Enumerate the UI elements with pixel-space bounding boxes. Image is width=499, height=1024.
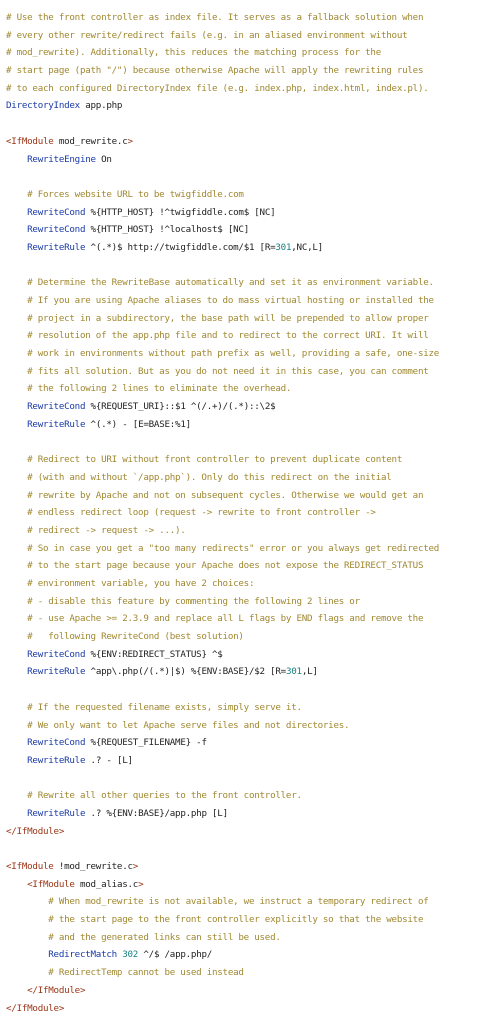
code-token-plain-text: %{HTTP_HOST} !^twigfiddle.com$ [NC]: [85, 206, 276, 218]
code-token-comment: # When mod_rewrite is not available, we instruct a temporary redirect of: [48, 896, 429, 908]
code-line: [6, 257, 499, 275]
code-line: [6, 186, 499, 204]
code-line: [6, 434, 499, 452]
code-line: [6, 9, 499, 27]
code-token-tag: >: [132, 861, 139, 872]
code-token-plain-text: [6, 454, 27, 465]
code-line: [6, 504, 499, 522]
code-token-directive: RewriteCond: [27, 224, 86, 236]
code-token-comment: # RedirectTemp cannot be used instead: [48, 967, 244, 979]
code-token-plain-text: [6, 295, 27, 306]
code-token-plain-text: [6, 896, 48, 907]
code-view: [6, 9, 499, 1017]
code-line: [6, 44, 499, 62]
code-token-plain-text: On: [95, 153, 112, 165]
code-token-comment: # If the requested filename exists, simply serve it.: [27, 701, 302, 713]
code-token-plain-text: ,NC,L]: [291, 241, 323, 253]
code-token-directive: DirectoryIndex: [6, 100, 80, 112]
code-token-plain-text: ^(.*)$ http://twigfiddle.com/$1 [R=: [85, 241, 276, 253]
code-line: [6, 876, 499, 894]
code-token-plain-text: .? %{ENV:BASE}/app.php [L]: [85, 807, 228, 819]
code-line: [6, 770, 499, 788]
code-token-comment: # to each configured DirectoryIndex file (e.g. index.php, index.html, index.pl).: [6, 82, 429, 94]
code-line: [6, 522, 499, 540]
code-token-tag: >: [127, 135, 133, 147]
code-token-tag: <IfModule: [6, 135, 54, 147]
code-token-comment: # endless redirect loop (request -> rewrite to front controller ->: [27, 507, 376, 519]
code-line: [6, 221, 499, 239]
code-token-plain-text: [6, 596, 27, 607]
code-token-plain-text: [6, 189, 27, 200]
code-token-plain-text: [6, 879, 27, 890]
code-line: [6, 717, 499, 735]
code-line: [6, 681, 499, 699]
code-line: [6, 27, 499, 45]
code-token-comment: # every other rewrite/redirect fails (e.g. in an aliased environment without: [6, 29, 408, 41]
code-token-plain-text: [6, 613, 27, 624]
code-token-plain-text: [6, 419, 27, 430]
code-token-directive: RewriteRule: [27, 754, 86, 766]
code-line: [6, 80, 499, 98]
code-token-comment: # resolution of the app.php file and to redirect to the correct URI. It will: [27, 330, 429, 342]
code-token-tag: <IfModule: [27, 878, 75, 890]
code-token-tag: <IfModule: [6, 861, 54, 872]
code-line: [6, 734, 499, 752]
code-token-comment: # and the generated links can still be used.: [48, 931, 281, 943]
code-line: [6, 858, 499, 876]
code-token-plain-text: ^app\.php(/(.*)|$) %{ENV:BASE}/$2 [R=: [85, 666, 286, 678]
code-token-comment: # environment variable, you have 2 choices:: [27, 578, 255, 589]
code-line: [6, 946, 499, 964]
code-line: [6, 557, 499, 575]
code-line: [6, 487, 499, 505]
code-line: [6, 310, 499, 328]
code-token-plain-text: [6, 666, 27, 677]
code-line: [6, 982, 499, 1000]
code-token-plain-text: [6, 242, 27, 253]
code-token-plain-text: [6, 313, 27, 324]
code-token-comment: # mod_rewrite). Additionally, this reduces the matching process for the: [6, 47, 381, 59]
code-token-plain-text: %{ENV:REDIRECT_STATUS} ^$: [85, 648, 223, 660]
code-line: [6, 62, 499, 80]
code-line: [6, 204, 499, 222]
code-token-directive: RewriteCond: [27, 401, 86, 413]
code-token-plain-text: .? - [L]: [85, 754, 133, 766]
code-line: [6, 840, 499, 858]
code-token-comment: # start page (path "/") because otherwise Apache will apply the rewriting rules: [6, 65, 424, 77]
code-token-plain-text: [6, 543, 27, 554]
code-line: [6, 345, 499, 363]
code-line: [6, 469, 499, 487]
code-token-plain-text: [6, 702, 27, 713]
code-token-plain-text: !mod_rewrite.c: [53, 861, 133, 872]
code-token-plain-text: [6, 578, 27, 589]
code-line: [6, 823, 499, 841]
code-line: [6, 168, 499, 186]
code-token-directive: RewriteRule: [27, 666, 86, 678]
code-token-comment: # - disable this feature by commenting the following 2 lines or: [27, 595, 360, 607]
code-line: [6, 663, 499, 681]
code-token-plain-text: [6, 330, 27, 341]
code-token-comment: # Use the front controller as index file. It serves as a fallback solution when: [6, 12, 424, 23]
code-token-plain-text: [6, 790, 27, 801]
code-token-plain-text: app.php: [79, 100, 123, 112]
code-token-directive: RewriteCond: [27, 206, 86, 218]
code-token-comment: # fits all solution. But as you do not need it in this case, you can comment: [27, 365, 429, 377]
code-token-plain-text: ^/$ /app.php/: [138, 949, 213, 961]
code-token-tag: </IfModule>: [27, 984, 86, 996]
code-token-comment: # the following 2 lines to eliminate the overhead.: [27, 383, 292, 395]
code-line: [6, 239, 499, 257]
code-token-directive: RedirectMatch: [48, 949, 117, 961]
code-line: [6, 398, 499, 416]
code-token-plain-text: [6, 985, 27, 996]
code-token-comment: # - use Apache >= 2.3.9 and replace all L flags by END flags and remove the: [27, 613, 424, 625]
code-token-plain-text: [6, 224, 27, 235]
code-token-plain-text: [6, 383, 27, 394]
code-token-comment: # So in case you get a "too many redirects" error or you always get redirected: [27, 542, 440, 554]
code-token-comment: # work in environments without path prefix as well, providing a safe, one-size: [27, 348, 440, 360]
code-token-tag: >: [138, 878, 144, 890]
code-line: [6, 787, 499, 805]
code-token-plain-text: [6, 967, 48, 978]
code-token-directive: RewriteCond: [27, 737, 86, 749]
code-line: [6, 964, 499, 982]
code-token-comment: # Forces website URL to be twigfiddle.com: [27, 188, 244, 200]
code-line: [6, 1000, 499, 1018]
code-line: [6, 752, 499, 770]
code-token-number: 301: [275, 241, 292, 253]
code-token-plain-text: [6, 507, 27, 518]
code-token-plain-text: [6, 808, 27, 819]
code-token-plain-text: [6, 932, 48, 943]
code-line: [6, 274, 499, 292]
code-token-comment: # We only want to let Apache serve files and not directories.: [27, 719, 350, 731]
code-token-plain-text: %{REQUEST_URI}::$1 ^(/.+)/(.*)::\2$: [85, 401, 276, 413]
code-line: [6, 893, 499, 911]
code-token-plain-text: [6, 277, 27, 288]
code-token-plain-text: [6, 401, 27, 412]
code-token-plain-text: %{REQUEST_FILENAME} -f: [85, 737, 207, 749]
code-token-plain-text: [6, 949, 48, 960]
code-token-directive: RewriteRule: [27, 418, 86, 430]
code-line: [6, 97, 499, 115]
code-token-plain-text: ^(.*) - [E=BASE:%1]: [85, 418, 191, 430]
code-token-tag: </IfModule>: [6, 1002, 65, 1014]
code-token-plain-text: %{HTTP_HOST} !^localhost$ [NC]: [85, 224, 249, 236]
code-token-plain-text: [6, 207, 27, 218]
code-line: [6, 133, 499, 151]
code-token-number: 302: [122, 949, 139, 961]
code-token-tag: </IfModule>: [6, 825, 65, 837]
code-token-plain-text: [6, 525, 27, 536]
code-line: [6, 363, 499, 381]
code-token-plain-text: [6, 649, 27, 660]
code-token-comment: # redirect -> request -> ...).: [27, 524, 186, 536]
code-token-comment: # the start page to the front controller explicitly so that the website: [48, 914, 424, 926]
code-line: [6, 646, 499, 664]
code-token-plain-text: mod_alias.c: [74, 878, 139, 890]
code-token-plain-text: [6, 472, 27, 483]
code-token-directive: RewriteCond: [27, 648, 86, 660]
code-token-directive: RewriteEngine: [27, 153, 96, 165]
code-token-plain-text: [6, 560, 27, 571]
code-line: [6, 805, 499, 823]
code-token-comment: # (with and without `/app.php`). Only do this redirect on the initial: [27, 471, 392, 483]
code-line: [6, 416, 499, 434]
code-token-plain-text: [6, 366, 27, 377]
code-line: [6, 911, 499, 929]
code-line: [6, 540, 499, 558]
code-token-comment: # If you are using Apache aliases to do mass virtual hosting or installed the: [27, 295, 434, 306]
code-token-plain-text: [6, 914, 48, 925]
code-token-directive: RewriteRule: [27, 241, 86, 253]
code-line: [6, 628, 499, 646]
code-token-plain-text: [6, 720, 27, 731]
code-token-plain-text: [6, 631, 27, 642]
code-line: [6, 699, 499, 717]
code-line: [6, 115, 499, 133]
code-token-comment: # following RewriteCond (best solution): [27, 631, 244, 643]
code-token-comment: # project in a subdirectory, the base path will be prepended to allow proper: [27, 312, 429, 324]
code-token-plain-text: [6, 737, 27, 748]
code-line: [6, 292, 499, 310]
code-line: [6, 380, 499, 398]
code-token-comment: # to the start page because your Apache does not expose the REDIRECT_STATUS: [27, 560, 424, 572]
code-token-plain-text: mod_rewrite.c: [53, 135, 128, 147]
code-line: [6, 451, 499, 469]
code-token-number: 301: [285, 666, 302, 678]
code-line: [6, 327, 499, 345]
code-token-comment: # Determine the RewriteBase automatically and set it as environment variable.: [27, 277, 434, 289]
code-token-plain-text: [6, 348, 27, 359]
code-token-comment: # rewrite by Apache and not on subsequent cycles. Otherwise we would get an: [27, 489, 424, 501]
code-token-comment: # Rewrite all other queries to the front controller.: [27, 790, 302, 802]
code-token-plain-text: [6, 490, 27, 501]
code-line: [6, 610, 499, 628]
code-token-directive: RewriteRule: [27, 807, 86, 819]
code-line: [6, 929, 499, 947]
code-token-comment: # Redirect to URI without front controller to prevent duplicate content: [27, 454, 403, 466]
code-token-plain-text: ,L]: [301, 666, 318, 678]
code-token-plain-text: [6, 154, 27, 165]
code-line: [6, 593, 499, 611]
code-token-plain-text: [6, 755, 27, 766]
code-line: [6, 151, 499, 169]
code-line: [6, 575, 499, 593]
